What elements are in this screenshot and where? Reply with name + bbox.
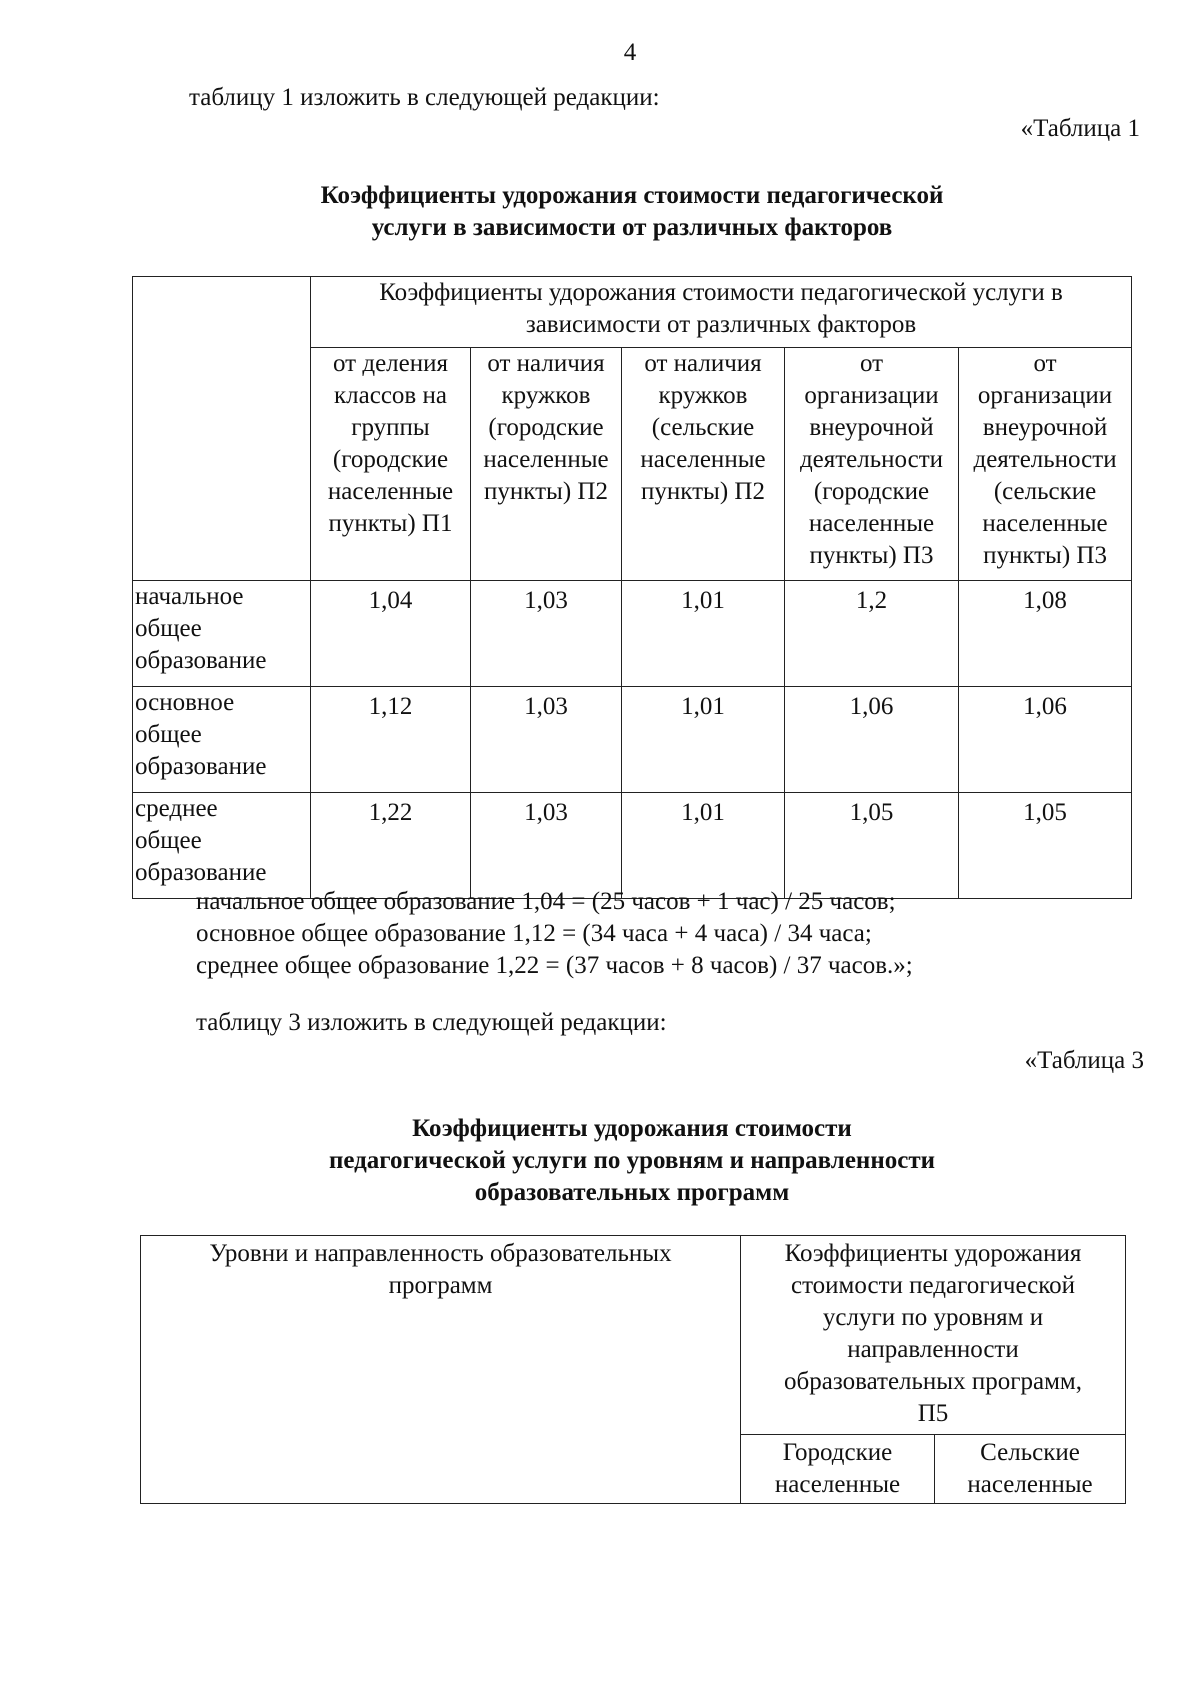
header-line: услуги по уровням и [822, 1304, 1044, 1331]
table3-levels-header [141, 1236, 741, 1504]
value-cell: 1,06 [785, 687, 959, 793]
row-label-line: общее [135, 721, 202, 748]
table1-title [0, 180, 1200, 244]
header-line: группы [351, 414, 430, 441]
row-label-line: общее [135, 615, 202, 642]
table3-coefficients-header [741, 1236, 1126, 1435]
value-cell: 1,08 [959, 581, 1132, 687]
header-line: П5 [917, 1400, 949, 1427]
table3-title-line: педагогической услуги по уровням и направленности [328, 1147, 936, 1174]
header-line: пункты) П3 [983, 542, 1107, 569]
header-line: пункты) П3 [809, 542, 934, 569]
table-row [133, 687, 1132, 793]
header-line: организации [977, 382, 1113, 409]
row-label-line: образование [135, 647, 267, 674]
header-line: от деления [333, 350, 448, 377]
header-line: пункты) П1 [328, 510, 453, 537]
header-line: внеурочной [809, 414, 934, 441]
header-line: программ [388, 1272, 493, 1299]
page-number: 4 [623, 39, 637, 66]
table3-intro-text: таблицу 3 изложить в следующей редакции: [196, 1009, 667, 1036]
table3-rural-header [935, 1435, 1126, 1504]
row-label-cell [133, 581, 311, 687]
header-line: (городские [488, 414, 604, 441]
table1-title-line: услуги в зависимости от различных факторов [371, 214, 893, 241]
table1-title-line: Коэффициенты удорожания стоимости педагогической [320, 182, 944, 209]
header-line: Коэффициенты удорожания [784, 1240, 1082, 1267]
header-line: кружков [501, 382, 591, 409]
header-line: от наличия [487, 350, 605, 377]
header-line: деятельности [799, 446, 944, 473]
table1-column-header [785, 348, 959, 581]
value-cell: 1,05 [785, 793, 959, 899]
header-line: стоимости педагогической [790, 1272, 1076, 1299]
value-cell: 1,05 [959, 793, 1132, 899]
header-line: Коэффициенты удорожания стоимости педагогической услуги в [379, 279, 1063, 306]
header-line: пункты) П2 [484, 478, 608, 505]
formula-line: среднее общее образование 1,22 = (37 часов + 8 часов) / 37 часов.»; [196, 952, 913, 979]
header-line: организации [804, 382, 939, 409]
header-line: населенные [327, 478, 454, 505]
table1-corner-cell [133, 277, 311, 581]
row-label-line: образование [135, 859, 267, 886]
table1-intro-text: таблицу 1 изложить в следующей редакции: [189, 84, 660, 111]
value-cell: 1,04 [311, 581, 471, 687]
table3-title [0, 1113, 1200, 1209]
header-line: Уровни и направленность образовательных [209, 1240, 672, 1267]
value-cell: 1,01 [622, 581, 785, 687]
row-label-cell [133, 793, 311, 899]
header-line: деятельности [973, 446, 1117, 473]
table1-column-header [471, 348, 622, 581]
table3-label: «Таблица 3 [1024, 1047, 1144, 1074]
formula-line: начальное общее образование 1,04 = (25 часов + 1 час) / 25 часов; [196, 888, 896, 915]
header-line: пункты) П2 [641, 478, 765, 505]
header-line: (городские [332, 446, 449, 473]
header-line: населенные [982, 510, 1108, 537]
header-line: (сельские [651, 414, 755, 441]
formula-block [196, 886, 913, 982]
header-line: от [859, 350, 884, 377]
table3-urban-header [741, 1435, 935, 1504]
header-line: внеурочной [982, 414, 1108, 441]
header-line: населенные [774, 1471, 901, 1498]
value-cell: 1,03 [471, 793, 622, 899]
header-line: населенные [640, 446, 766, 473]
table3-title-line: образовательных программ [474, 1179, 790, 1206]
table-row [133, 581, 1132, 687]
header-line: от [1033, 350, 1057, 377]
formula-line: основное общее образование 1,12 = (34 часа + 4 часа) / 34 часа; [196, 920, 872, 947]
header-line: населенные [967, 1471, 1093, 1498]
table1-column-header [311, 348, 471, 581]
value-cell: 1,06 [959, 687, 1132, 793]
header-line: от наличия [644, 350, 762, 377]
header-line: (городские [813, 478, 930, 505]
coefficients-table-3 [140, 1235, 1126, 1504]
row-label-line: среднее [135, 795, 218, 822]
value-cell: 1,12 [311, 687, 471, 793]
row-label-line: начальное [135, 583, 244, 610]
header-line: Сельские [980, 1439, 1080, 1466]
table1-label: «Таблица 1 [1020, 115, 1140, 142]
row-label-cell [133, 687, 311, 793]
header-line: населенные [808, 510, 935, 537]
header-line: образовательных программ, [784, 1368, 1082, 1395]
table1-column-header [959, 348, 1132, 581]
coefficients-table-1 [132, 276, 1132, 899]
header-line: населенные [483, 446, 609, 473]
header-line: направленности [847, 1336, 1019, 1363]
row-label-line: общее [135, 827, 202, 854]
table1-group-header [311, 277, 1132, 348]
table3-title-line: Коэффициенты удорожания стоимости [412, 1115, 852, 1142]
value-cell: 1,01 [622, 687, 785, 793]
header-line: зависимости от различных факторов [525, 311, 917, 338]
header-line: Городские [782, 1439, 893, 1466]
value-cell: 1,2 [785, 581, 959, 687]
value-cell: 1,22 [311, 793, 471, 899]
table-row [133, 793, 1132, 899]
header-line: классов на [334, 382, 447, 409]
value-cell: 1,03 [471, 687, 622, 793]
row-label-line: основное [135, 689, 235, 716]
header-line: (сельские [993, 478, 1097, 505]
value-cell: 1,03 [471, 581, 622, 687]
value-cell: 1,01 [622, 793, 785, 899]
row-label-line: образование [135, 753, 267, 780]
table1-column-header [622, 348, 785, 581]
header-line: кружков [658, 382, 748, 409]
